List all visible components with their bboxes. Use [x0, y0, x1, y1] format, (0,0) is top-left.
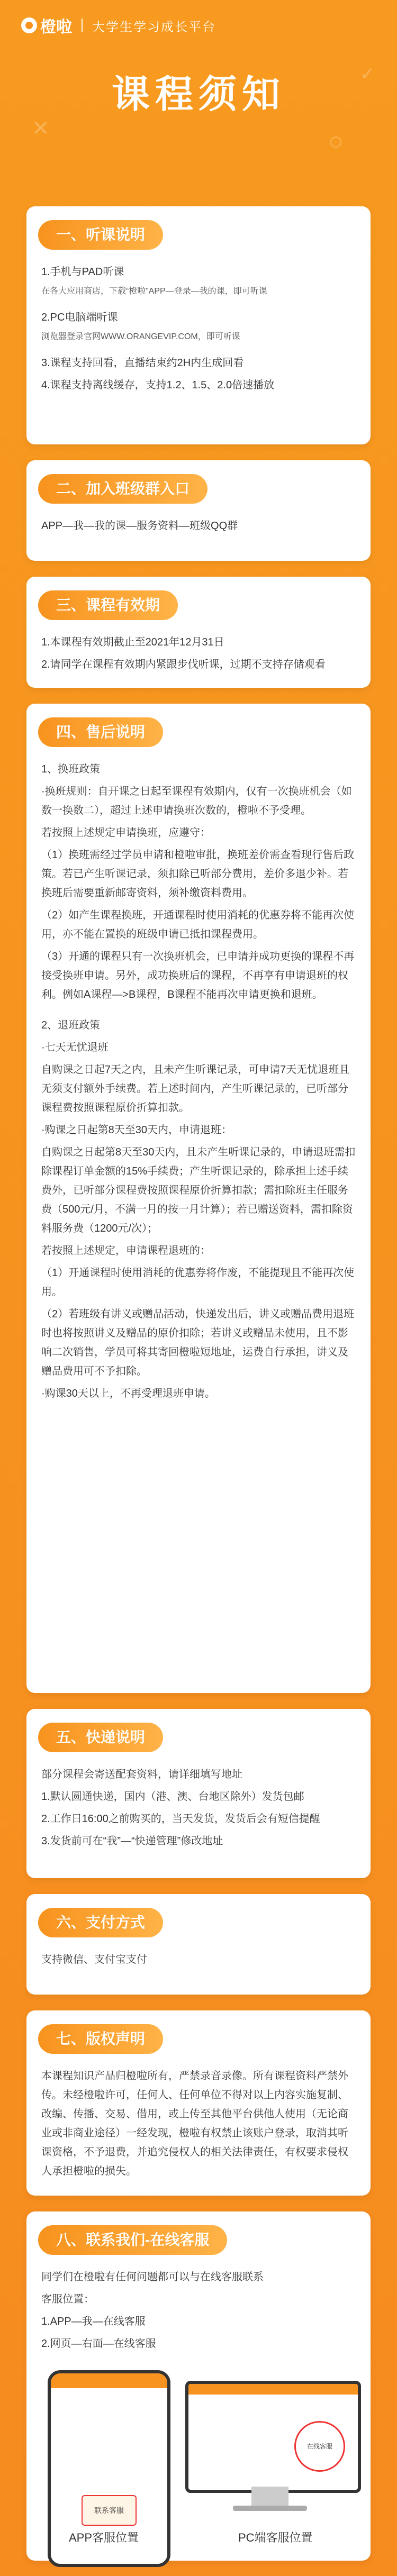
section-listen: [26, 206, 371, 444]
text: 在各大应用商店，下载“橙啦”APP—登录—我的课，即可听课: [41, 287, 267, 296]
text: 本课程知识产品归橙啦所有，严禁录音录像。所有课程资料严禁外传。未经橙啦许可，任何人、任何单位不得对以上内容实施复制、改编、传播、交易、借用，或上传至其他平台供他人使用（无论商业或非商业途径）一经发现，橙啦有权禁止该账户登录，取消其听课资格，不予退费，并追究侵权人的相关法律责任，有权要求侵权人承担橙啦的损失。: [41, 2070, 348, 2177]
section-content: [41, 2268, 356, 2356]
text: （2）如产生课程换班，开通课程时使用消耗的优惠券将不能再次使用，亦不能在置换的班级申请已抵扣课程费用。: [41, 909, 355, 940]
text: 2、退班政策: [41, 1020, 101, 1031]
section-content: [41, 516, 356, 539]
pc-contact-circle: 在线客服: [294, 2421, 345, 2472]
logo-text: 橙啦: [40, 19, 72, 36]
pc-mockup: [185, 2381, 361, 2493]
section-content: [41, 1950, 356, 1972]
phone-contact-box: 联系客服: [82, 2495, 137, 2526]
text: 2.网页—右面—在线客服: [41, 2338, 156, 2350]
text: 部分课程会寄送配套资料，请详细填写地址: [41, 1769, 242, 1780]
text: ·购课30天以上，不再受理退班申请。: [41, 1388, 215, 1399]
caption-pc: PC端客服位置: [238, 2531, 313, 2544]
section-contact: [26, 2211, 371, 2561]
section-title: 二、加入班级群入口: [38, 474, 207, 504]
decor-icon: ○: [328, 128, 344, 156]
brand: [21, 14, 216, 37]
text: 3.发货前可在“我”—“快递管理”修改地址: [41, 1835, 223, 1847]
text: 若按照上述规定申请换班，应遵守：: [41, 827, 211, 839]
text: ·七天无忧退班: [41, 1042, 109, 1053]
brand-separator: [82, 19, 83, 32]
text: （1）换班需经过学员申请和橙啦审批，换班差价需查看现行售后政策。若已产生听课记录，须扣除已听部分费用，差价多退少补。若换班后需要重新邮寄资料，须补缴资料费用。: [41, 849, 355, 899]
section-title: 五、快递说明: [38, 1723, 163, 1752]
text: 3.课程支持回看，直播结束约2H内生成回看: [41, 357, 244, 369]
text: APP—我—我的课—服务资料—班级QQ群: [41, 520, 238, 532]
caption-app: APP客服位置: [69, 2531, 139, 2544]
text: 自购课之日起7天之内，且未产生听课记录，可申请7天无忧退班且无须支付额外手续费。若上述时间内，产生听课记录的，已听部分课程费按照课程原价折算扣款。: [41, 1064, 350, 1114]
section-title: 四、售后说明: [38, 717, 163, 747]
text: ·购课之日起第8天至30天内，申请退班：: [41, 1124, 232, 1136]
header: [0, 0, 397, 190]
text: ·换班规则：自开课之日起至课程有效期内，仅有一次换班机会（如数一换数二），超过上述申请换班次数的，橙啦不予受理。: [41, 786, 352, 816]
section-copyright: [26, 2010, 371, 2196]
logo: [21, 14, 72, 37]
text: 若按照上述规定，申请课程退班的：: [41, 1245, 211, 1257]
text: 1.手机与PAD听课: [41, 266, 124, 278]
section-content: [41, 262, 356, 398]
section-content: [41, 760, 356, 1406]
section-title: 六、支付方式: [38, 1908, 163, 1937]
text: （3）开通的课程只有一次换班机会，已申请并成功更换的课程不再接受换班申请。另外，成功换班后的课程，不再享有申请退班的权利。例如A课程—>B课程，B课程不能再次申请更换和退班。: [41, 951, 355, 1000]
section-title: 七、版权声明: [38, 2024, 163, 2054]
section-express: [26, 1709, 371, 1878]
phone-header: [51, 2373, 167, 2388]
section-title: 一、听课说明: [38, 220, 163, 250]
pc-header: [188, 2384, 358, 2395]
text: 支持微信、支付宝支付: [41, 1954, 147, 1965]
text: 浏览器登录官网WWW.ORANGEVIP.COM，即可听课: [41, 332, 240, 341]
section-payment: [26, 1894, 371, 1995]
text: （1）开通课程时使用消耗的优惠券将作废，不能提现且不能再次使用。: [41, 1267, 355, 1298]
section-group: [26, 460, 371, 561]
section-validity: [26, 577, 371, 688]
text: 1、换班政策: [41, 763, 101, 775]
text: 2.工作日16:00之前购买的，当天发货，发货后会有短信提醒: [41, 1813, 320, 1825]
section-title: 三、课程有效期: [38, 590, 178, 620]
logo-icon: [21, 17, 37, 33]
brand-slogan: 大学生学习成长平台: [92, 20, 216, 34]
text: 自购课之日起第8天至30天内，且未产生听课记录的，申请退班需扣除课程订单金额的15%手续费；产生听课记录的，除承担上述手续费外，已听部分课程费按照课程原价折算扣款；需扣除班主任服务费（500元/月，不满一月的按一月计算）；若已赠送资料，需扣除资料服务费（1200元/次）；: [41, 1146, 356, 1234]
text: （2）若班级有讲义或赠品活动，快递发出后，讲义或赠品费用退班时也将按照讲义及赠品的原价扣除；若讲义或赠品未使用，且不影响二次销售，学员可将其寄回橙啦短地址，运费自行承担，讲义及赠品费用可不予扣除。: [41, 1308, 355, 1377]
section-content: [41, 2067, 356, 2184]
section-content: [41, 633, 356, 677]
page-title: 课程须知: [111, 74, 285, 116]
section-title: 八、联系我们-在线客服: [38, 2225, 227, 2255]
text: 同学们在橙啦有任何问题都可以与在线客服联系: [41, 2271, 264, 2283]
pc-base: [233, 2506, 307, 2511]
text: 2.请同学在课程有效期内紧跟步伐听课，过期不支持存储观看: [41, 659, 326, 670]
text: 4.课程支持离线缓存，支持1.2、1.5、2.0倍速播放: [41, 379, 275, 391]
section-content: [41, 1765, 356, 1854]
text: 1.APP—我—在线客服: [41, 2316, 146, 2327]
decor-icon: ✓: [360, 64, 375, 84]
decor-icon: ✕: [32, 117, 50, 140]
text: 1.本课程有效期截止至2021年12月31日: [41, 636, 224, 648]
text: 客服位置：: [41, 2293, 94, 2305]
section-aftersale: [26, 704, 371, 1693]
pc-stand: [251, 2487, 288, 2508]
text: 2.PC电脑端听课: [41, 312, 118, 323]
text: 1.默认圆通快递，国内（港、澳、台地区除外）发货包邮: [41, 1791, 304, 1803]
